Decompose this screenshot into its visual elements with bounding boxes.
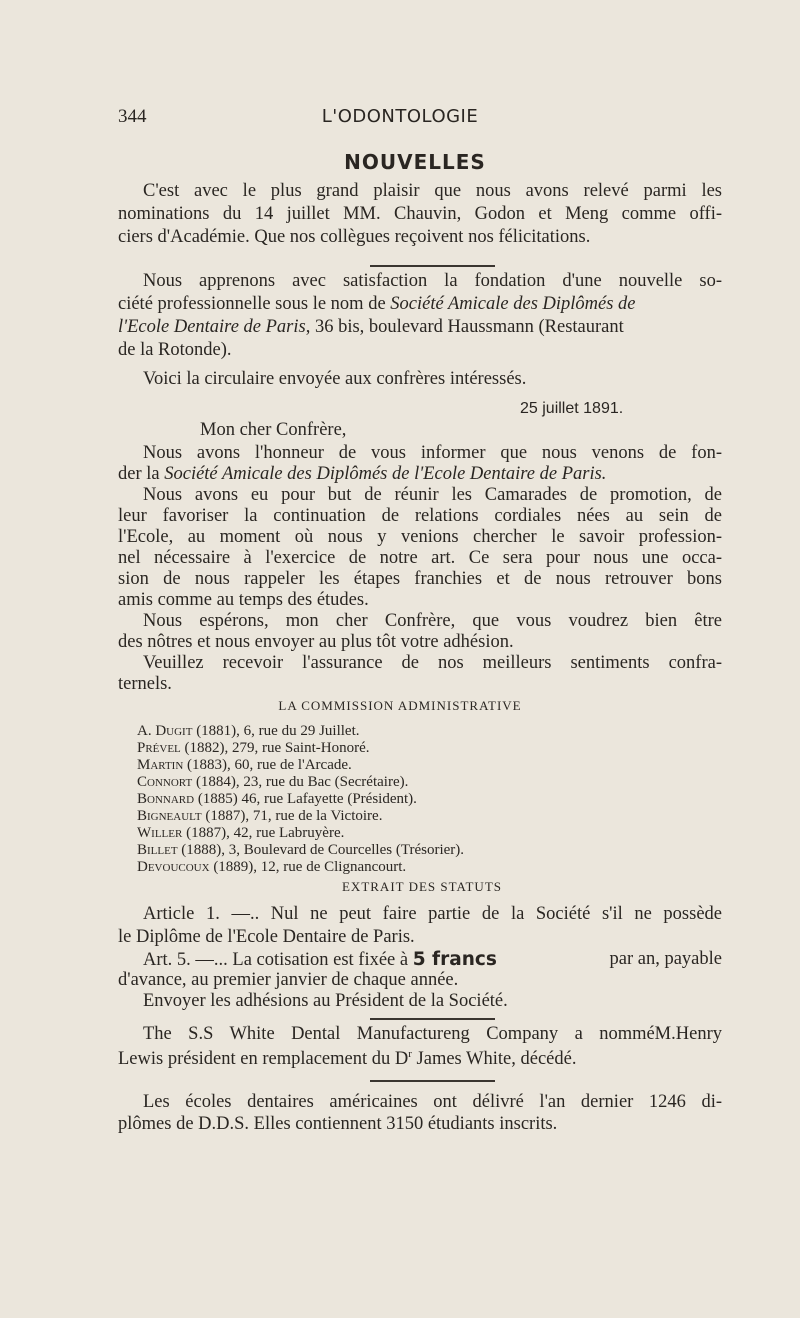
letter-text: der la [118, 464, 165, 484]
member-name: Billet [137, 842, 178, 858]
member-detail: (1887), 71, rue de la Victoire. [201, 808, 383, 824]
letter-line: ternels. [118, 674, 172, 694]
separator-rule [370, 1018, 495, 1020]
letter-line: Nous avons l'honneur de vous informer que nous venons de fon- [143, 443, 722, 463]
ecoles-line: plômes de D.D.S. Elles contiennent 3150 étudiants inscrits. [118, 1114, 558, 1134]
member-name: Prével [137, 740, 181, 756]
p1-line: nominations du 14 juillet MM. Chauvin, Godon et Meng comme offi- [118, 204, 722, 224]
white-text: James White, décédé. [411, 1049, 577, 1070]
member-detail: (1887), 42, rue Labruyère. [182, 825, 345, 841]
statuts-title: EXTRAIT DES STATUTS [341, 879, 502, 894]
p2-text: ciété professionnelle sous le nom de [118, 294, 391, 314]
member-line [137, 808, 382, 825]
member-name: Willer [137, 825, 183, 841]
p2-line [118, 317, 624, 338]
white-text: Lewis président en remplacement du D [118, 1049, 409, 1070]
statuts-text: Art. 5. —... La cotisation est fixée à [143, 950, 413, 970]
p3-line: Voici la circulaire envoyée aux confrères intéressés. [143, 369, 527, 389]
separator-rule [370, 1080, 495, 1082]
member-line [137, 791, 417, 808]
member-detail: (1888), 3, Boulevard de Courcelles (Trésorier). [177, 842, 465, 858]
member-line [137, 740, 370, 757]
member-detail: (1882), 279, rue Saint-Honoré. [180, 740, 370, 756]
ecoles-line: Les écoles dentaires américaines ont délivré l'an dernier 1246 di- [143, 1092, 722, 1112]
member-line [137, 723, 360, 740]
society-name: Société Amicale des Diplômés de [390, 294, 636, 314]
statuts-text: par an, payable [609, 949, 722, 969]
p1-line: C'est avec le plus grand plaisir que nous avons relevé parmi les [143, 181, 722, 201]
letter-line: Veuillez recevoir l'assurance de nos meilleurs sentiments confra- [143, 653, 722, 673]
member-line [137, 859, 406, 876]
statuts-line-part [143, 949, 497, 971]
p2-line: de la Rotonde). [118, 340, 232, 360]
member-name: Bonnard [137, 791, 195, 807]
member-name: A. Dugit [137, 723, 193, 739]
letter-line: leur favoriser la continuation de relations cordiales nées au sein de [118, 506, 722, 526]
member-line [137, 825, 344, 842]
member-line [137, 757, 352, 774]
statuts-line: d'avance, au premier janvier de chaque année. [118, 970, 459, 990]
letter-line [118, 464, 606, 485]
commission-title: LA COMMISSION ADMINISTRATIVE [278, 698, 522, 713]
school-name: l'Ecole Dentaire de Paris [118, 317, 306, 337]
p2-line [118, 294, 636, 315]
statuts-line: le Diplôme de l'Ecole Dentaire de Paris. [118, 927, 415, 947]
statuts-line [143, 949, 722, 971]
doctor-abbrev-sup: r [408, 1048, 412, 1060]
letter-line: nel nécessaire à l'exercice de notre art. Ce sera pour nous une occa- [118, 548, 722, 568]
letter-greeting: Mon cher Confrère, [200, 420, 347, 440]
p2-line: Nous apprenons avec satisfaction la fondation d'une nouvelle so- [143, 271, 722, 291]
white-line [118, 1048, 576, 1070]
running-header: L'ODONTOLOGIE [321, 106, 479, 127]
fee-amount: 5 francs [412, 949, 497, 970]
section-title: NOUVELLES [344, 150, 486, 174]
letter-date: 25 juillet 1891. [520, 400, 624, 417]
member-name: Martin [137, 757, 184, 773]
separator-rule [370, 265, 495, 267]
page-number: 344 [118, 106, 147, 127]
member-detail: (1883), 60, rue de l'Arcade. [183, 757, 352, 773]
member-line [137, 774, 408, 791]
letter-line: l'Ecole, au moment où nous y venions chercher le savoir profession- [118, 527, 722, 547]
statuts-line: Article 1. —.. Nul ne peut faire partie de la Société s'il ne possède [143, 904, 722, 924]
member-detail: (1884), 23, rue du Bac (Secrétaire). [192, 774, 409, 790]
member-name: Connort [137, 774, 193, 790]
member-name: Bigneault [137, 808, 202, 824]
member-detail: (1881), 6, rue du 29 Juillet. [192, 723, 360, 739]
letter-line: sion de nous rappeler les étapes franchies et de nous retrouver bons [118, 569, 722, 589]
p2-text: , 36 bis, boulevard Haussmann (Restaurant [305, 317, 624, 337]
letter-line: Nous avons eu pour but de réunir les Camarades de promotion, de [143, 485, 722, 505]
member-detail: (1889), 12, rue de Clignancourt. [209, 859, 407, 875]
statuts-line: Envoyer les adhésions au Président de la Société. [143, 991, 508, 1011]
letter-line: amis comme au temps des études. [118, 590, 369, 610]
society-full-name: Société Amicale des Diplômés de l'Ecole Dentaire de Paris. [164, 464, 607, 484]
letter-line: Nous espérons, mon cher Confrère, que vous voudrez bien être [143, 611, 722, 631]
member-detail: (1885) 46, rue Lafayette (Président). [194, 791, 417, 807]
letter-line: des nôtres et nous envoyer au plus tôt votre adhésion. [118, 632, 514, 652]
member-line [137, 842, 464, 859]
member-name: Devoucoux [137, 859, 210, 875]
p1-line: ciers d'Académie. Que nos collègues reçoivent nos félicitations. [118, 227, 591, 247]
white-line: The S.S White Dental Manufactureng Company a nomméM.Henry [143, 1024, 722, 1044]
